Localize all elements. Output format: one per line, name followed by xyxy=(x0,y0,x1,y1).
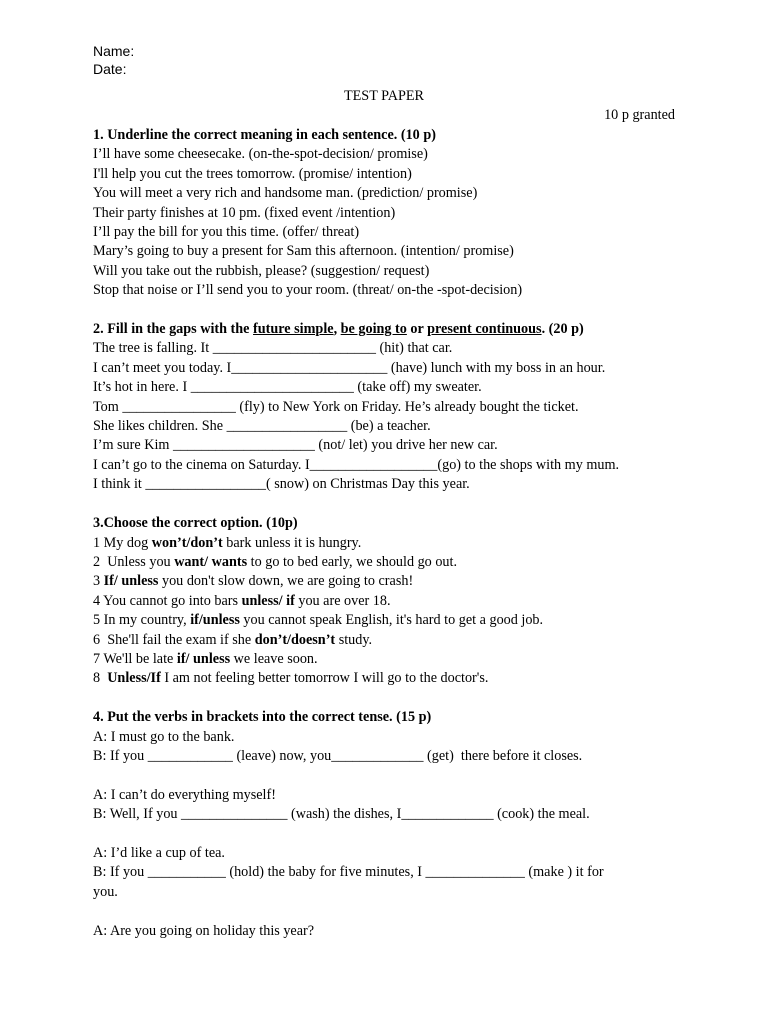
section-2-line: I can’t meet you today. I______________________ (have) lunch with my boss in an hour. xyxy=(93,359,606,376)
section-1-line: I’ll pay the bill for you this time. (offer/ threat) xyxy=(93,224,360,241)
section-3-item: 3 If/ unless you don't slow down, we are going to crash! xyxy=(93,573,414,590)
section-2-line: The tree is falling. It _______________________ (hit) that car. xyxy=(93,340,453,357)
section-3-item: 2 Unless you want/ wants to go to bed early, we should go out. xyxy=(93,553,457,570)
section-1-line: Stop that noise or I’ll send you to your room. (threat/ on-the -spot-decision) xyxy=(93,282,523,299)
dialogue-line: A: I must go to the bank. xyxy=(93,728,235,745)
section-2-line: It’s hot in here. I _______________________ (take off) my sweater. xyxy=(93,379,482,396)
section-2-line: I can’t go to the cinema on Saturday. I__________________(go) to the shops with my mum. xyxy=(93,456,620,473)
points-granted: 10 p granted xyxy=(604,107,675,123)
dialogue-line: B: Well, If you _______________ (wash) the dishes, I_____________ (cook) the meal. xyxy=(93,806,590,823)
section-1-line: Mary’s going to buy a present for Sam this afternoon. (intention/ promise) xyxy=(93,243,514,260)
section-3-heading: 3.Choose the correct option. (10p) xyxy=(93,515,298,532)
section-2-line: I think it _________________( snow) on Christmas Day this year. xyxy=(93,476,470,493)
page-title: TEST PAPER xyxy=(343,88,425,104)
section-3-item: 6 She'll fail the exam if she don’t/doesn’t study. xyxy=(93,631,373,648)
section-3-item: 1 My dog won’t/don’t bark unless it is hungry. xyxy=(93,534,362,551)
section-1-line: Their party finishes at 10 pm. (fixed event /intention) xyxy=(93,204,396,221)
dialogue-line: A: Are you going on holiday this year? xyxy=(93,922,315,939)
dialogue-line: B: If you ____________ (leave) now, you_____________ (get) there before it closes. xyxy=(93,747,583,764)
dialogue-line: you. xyxy=(93,883,118,900)
dialogue-line: A: I’d like a cup of tea. xyxy=(93,844,225,861)
section-3-item: 8 Unless/If I am not feeling better tomorrow I will go to the doctor's. xyxy=(93,670,489,687)
section-2-heading: 2. Fill in the gaps with the future simple, be going to or present continuous. (20 p) xyxy=(93,321,584,338)
section-1-line: I'll help you cut the trees tomorrow. (promise/ intention) xyxy=(93,165,412,182)
section-2-line: Tom ________________ (fly) to New York on Friday. He’s already bought the ticket. xyxy=(93,398,579,415)
section-1-line: Will you take out the rubbish, please? (suggestion/ request) xyxy=(93,262,430,279)
section-4-heading: 4. Put the verbs in brackets into the correct tense. (15 p) xyxy=(93,709,432,726)
section-1-line: I’ll have some cheesecake. (on-the-spot-decision/ promise) xyxy=(93,146,428,163)
section-3-item: 7 We'll be late if/ unless we leave soon. xyxy=(93,650,318,667)
section-2-line: She likes children. She _________________ (be) a teacher. xyxy=(93,418,431,435)
document-body xyxy=(93,126,693,941)
section-1-line: You will meet a very rich and handsome man. (prediction/ promise) xyxy=(93,185,478,202)
name-label: Name: xyxy=(93,43,135,59)
section-3-item: 5 In my country, if/unless you cannot speak English, it's hard to get a good job. xyxy=(93,612,544,629)
section-3-item: 4 You cannot go into bars unless/ if you are over 18. xyxy=(93,592,391,609)
dialogue-line: A: I can’t do everything myself! xyxy=(93,786,276,803)
date-label: Date: xyxy=(93,61,127,77)
section-2-line: I’m sure Kim ____________________ (not/ let) you drive her new car. xyxy=(93,437,498,454)
section-1-heading: 1. Underline the correct meaning in each sentence. (10 p) xyxy=(93,127,436,143)
dialogue-line: B: If you ___________ (hold) the baby for five minutes, I ______________ (make ) it for xyxy=(93,864,604,881)
